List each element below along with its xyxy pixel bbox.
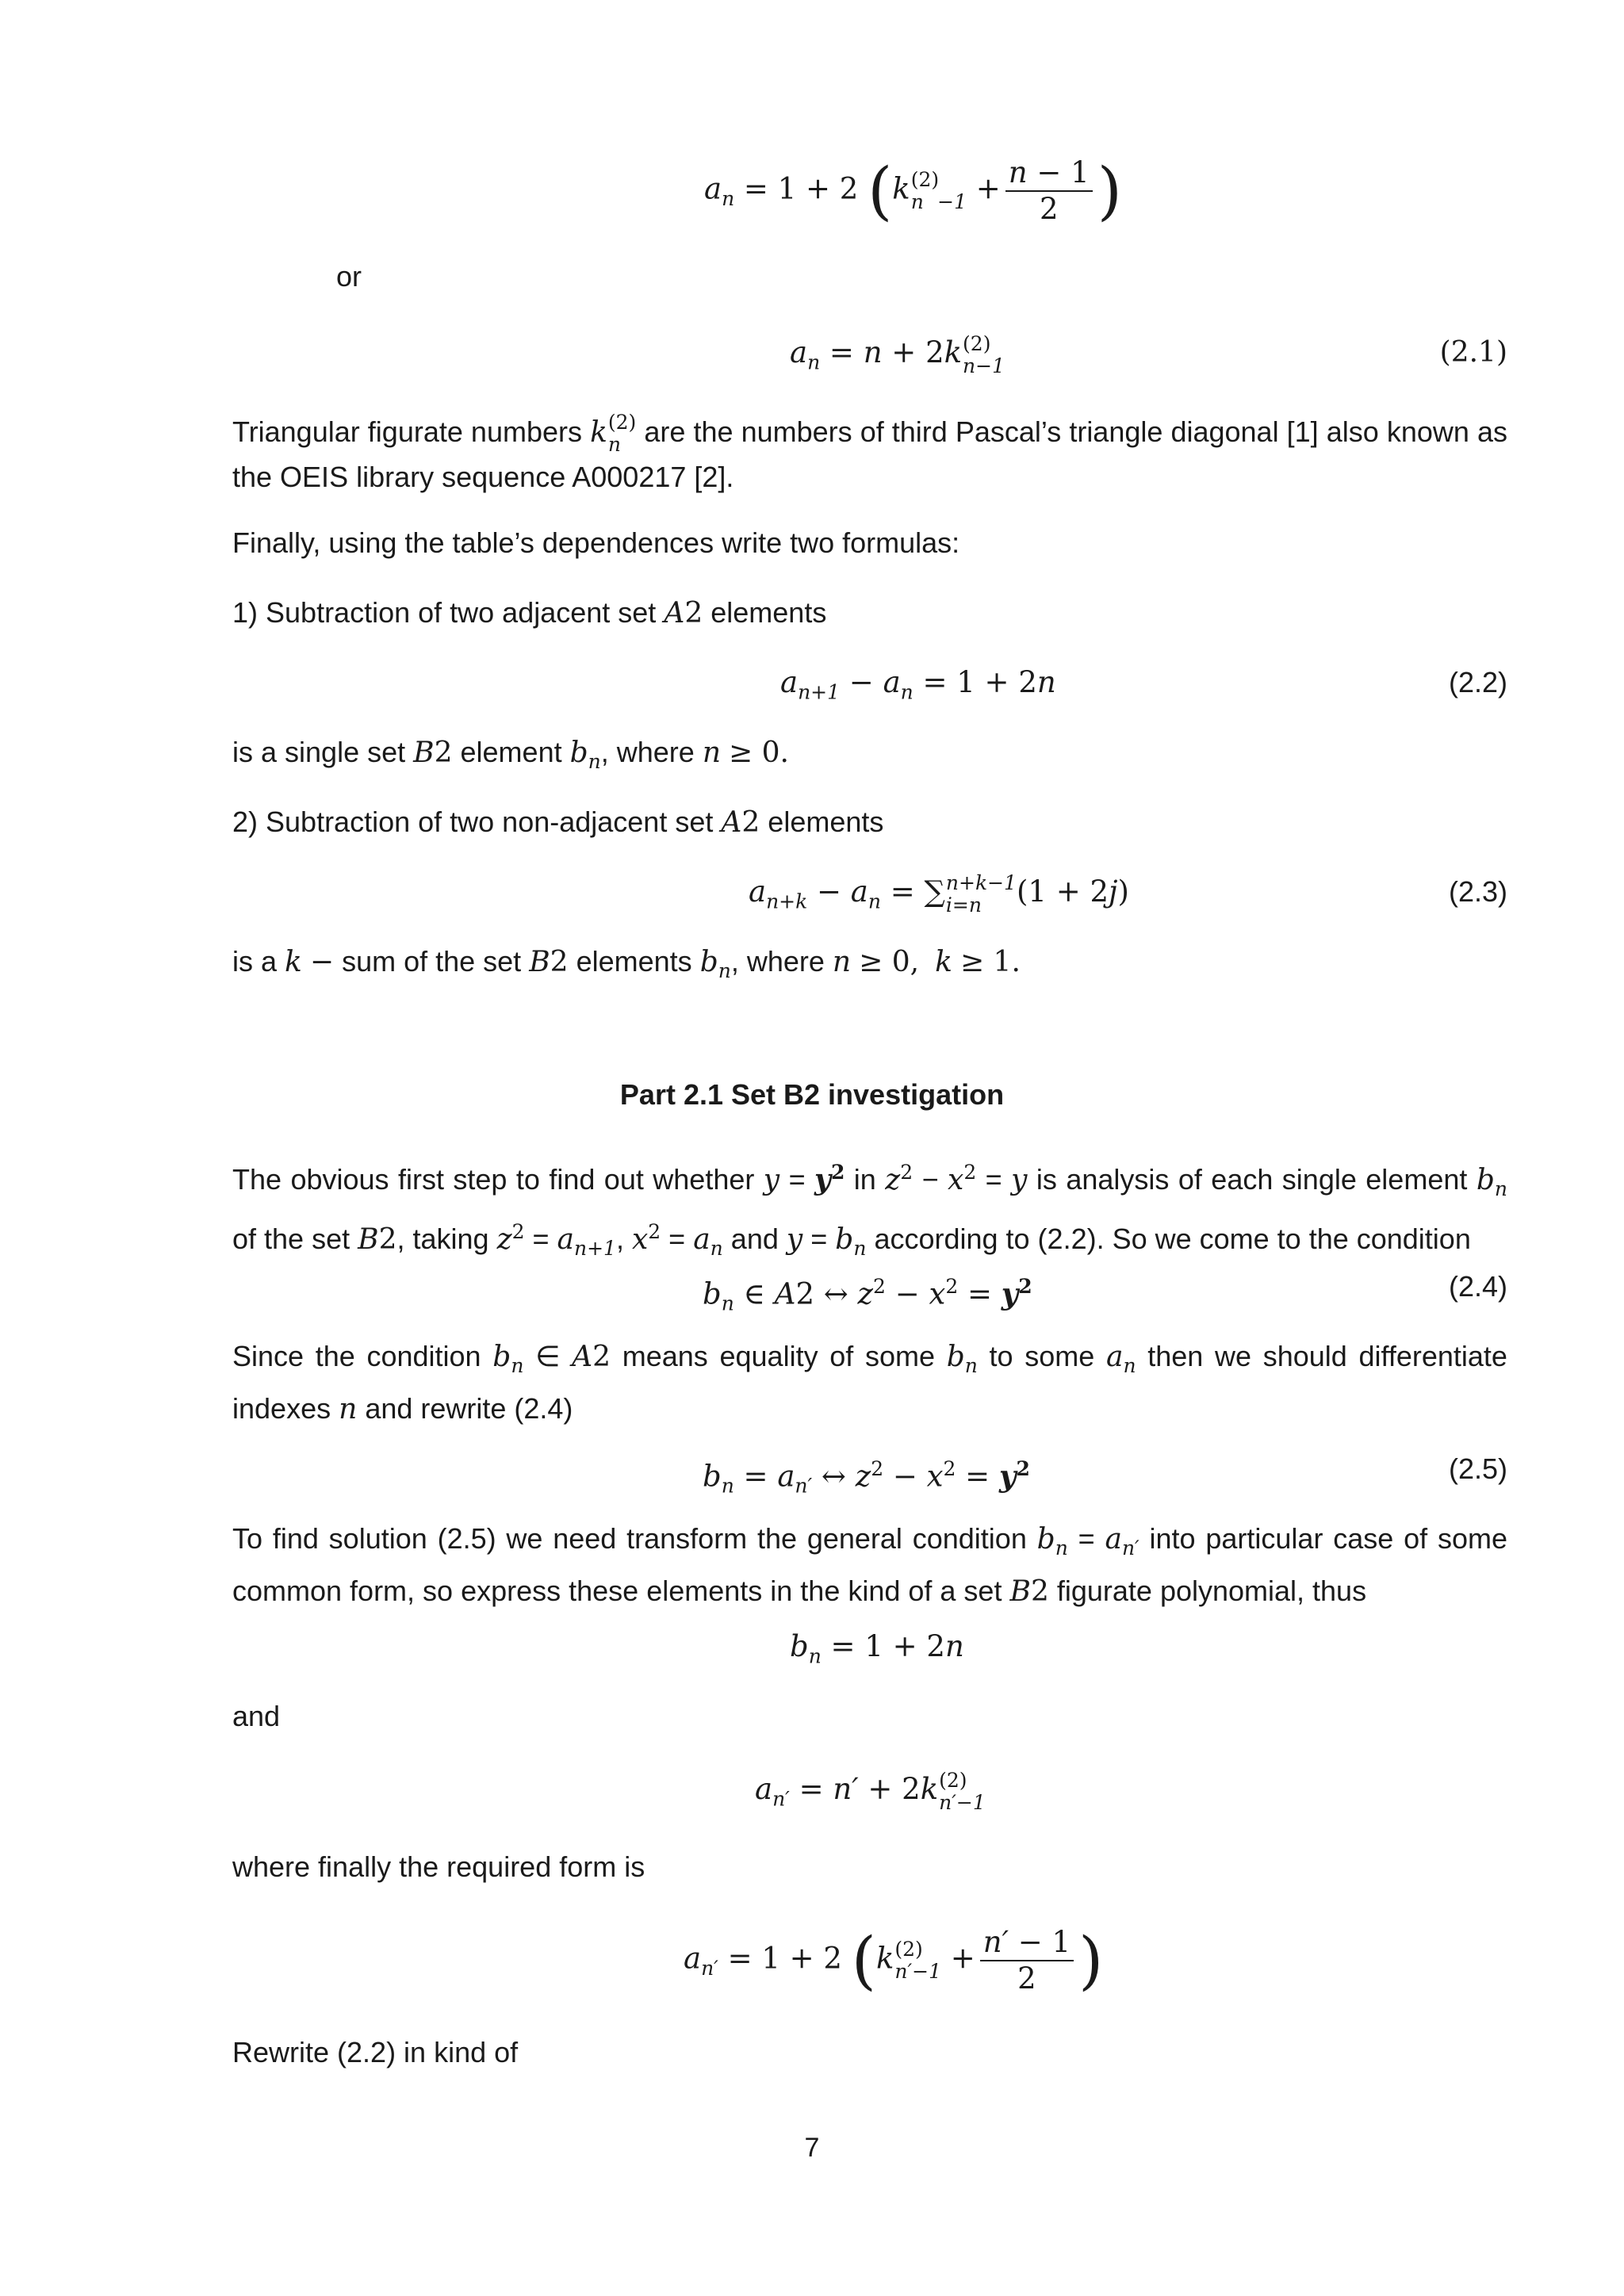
equation-2-3: $a_{n+k} - a_n$ = ∑ n+k−1 i=n (1 + 2j) xyxy=(749,871,1129,916)
text-fragment: of the set xyxy=(232,1223,350,1256)
text-fragment: , taking xyxy=(396,1223,489,1256)
equation-2-4: $b_n$ ∈ A2 ↔ $z^2 - x^2 = y^2$ xyxy=(703,1275,1032,1315)
text-fragment: is a xyxy=(232,945,278,978)
text-fragment: means equality of some xyxy=(622,1340,935,1372)
equation-number-2-2: (2.2) xyxy=(1448,666,1507,698)
text-fragment: elements xyxy=(710,596,827,629)
text-fragment: 1) Subtraction of two adjacent set xyxy=(232,596,657,629)
text-fragment: Triangular figurate numbers xyxy=(232,415,582,448)
text-or: or xyxy=(336,260,362,293)
text-fragment: then we should differentiate indexes xyxy=(232,1340,1507,1425)
equation-2-2: $a_{n+1} - a_n = 1 + 2n$ xyxy=(780,665,1056,704)
text-and: and xyxy=(232,1700,281,1732)
text-fragment: and xyxy=(730,1223,779,1256)
text-fragment: To find solution (2.5) we need transform the general condition xyxy=(232,1522,1027,1555)
paragraph-triangular-numbers: Triangular figurate numbers k (2) n are the numbers of third Pascal’s triangle diagonal [1] also known as the OEIS library sequence A000217 [2]. xyxy=(232,411,1507,494)
text-fragment: sum of the set xyxy=(342,945,522,978)
equation-number-2-3: (2.3) xyxy=(1448,875,1507,908)
text-fragment: in xyxy=(853,1163,876,1196)
text-fragment: 2) Subtraction of two non-adjacent set xyxy=(232,806,714,838)
text-fragment: , where xyxy=(730,945,825,978)
list-item-2: 2) Subtraction of two non-adjacent set A2 elements xyxy=(232,806,884,839)
equation-number-2-5: (2.5) xyxy=(1448,1452,1507,1485)
text-fragment: are the numbers of third Pascal’s triangle diagonal [1] also known as the OEIS library sequence A000217 [2]. xyxy=(232,415,1507,494)
equation-an-fraction-form: $a_n = 1 + 2$ (k (2) n −1 + $\frac{n - 1}{2}$ ) xyxy=(704,154,1122,228)
equation-an-prime-fraction-form: $a_{n'} = 1 + 2$ (k (2) n′−1 + $\frac{n' - 1}{2}$ ) xyxy=(684,1923,1104,1997)
equation-an-prime: $a_{n'} = n' + 2k$ (2) n′−1 xyxy=(755,1768,986,1814)
page-number: 7 xyxy=(804,2133,820,2163)
text-fragment: The obvious first step to find out whether xyxy=(232,1163,755,1196)
text-k-sum: is a k − sum of the set B2 elements $b_n$, where n ≥ 0, k ≥ 1. xyxy=(232,945,1021,983)
equation-2-5: $b_n = a_{n'}$ ↔ $z^2 - x^2 = y^2$ xyxy=(703,1457,1030,1498)
text-fragment: , where xyxy=(600,736,695,768)
text-fragment: figurate polynomial, thus xyxy=(1056,1575,1367,1608)
equation-2-1: $a_n = n + 2k$ (2) n−1 xyxy=(790,331,1005,377)
equation-number-2-1: (2.1) xyxy=(1439,336,1507,369)
text-fragment: element xyxy=(460,736,562,768)
equation-bn: $b_n = 1 + 2n$ xyxy=(790,1629,964,1668)
list-item-1: 1) Subtraction of two adjacent set A2 elements xyxy=(232,596,827,629)
text-fragment: and rewrite (2.4) xyxy=(365,1392,573,1425)
text-fragment: Since the condition xyxy=(232,1340,481,1372)
paragraph-since-condition: Since the condition $b_n$ ∈ A2 means equality of some $b_n$ to some $a_n$ then we should differentiate indexes n and rewrite (2.4) xyxy=(232,1340,1507,1426)
text-fragment: elements xyxy=(576,945,692,978)
section-heading: Part 2.1 Set B2 investigation xyxy=(619,1078,1005,1111)
text-where-finally: where finally the required form is xyxy=(232,1850,645,1883)
paragraph-obvious-first-step: The obvious first step to find out whether $y = y^2$ in $z^2 - x^2 = y$ is analysis of each single element $b_n$ of the set B2, taking $z^2 = a_{n+1}$, $x^2 = a_n$ and $y = b_n$ according to (2.2). So we come to the condition xyxy=(232,1161,1507,1261)
text-fragment: elements xyxy=(768,806,884,838)
text-fragment: is analysis of each single element xyxy=(1036,1163,1468,1196)
equation-number-2-4: (2.4) xyxy=(1448,1270,1507,1303)
paragraph-to-find-solution: To find solution (2.5) we need transform the general condition $b_n = a_{n'}$ into particular case of some common form, so express these elements in the kind of a set B2 figurate polynomial, thus xyxy=(232,1522,1507,1609)
text-rewrite: Rewrite (2.2) in kind of xyxy=(232,2036,519,2068)
text-single-set-element: is a single set B2 element $b_n$, where n ≥ 0. xyxy=(232,736,790,774)
paragraph-finally: Finally, using the table’s dependences write two formulas: xyxy=(232,526,960,559)
text-fragment: into particular case of some common form, so express these elements in the kind of a set xyxy=(232,1522,1507,1608)
text-fragment: is a single set xyxy=(232,736,406,768)
text-fragment: according to (2.2). So we come to the condition xyxy=(874,1223,1471,1256)
text-fragment: to some xyxy=(989,1340,1095,1372)
